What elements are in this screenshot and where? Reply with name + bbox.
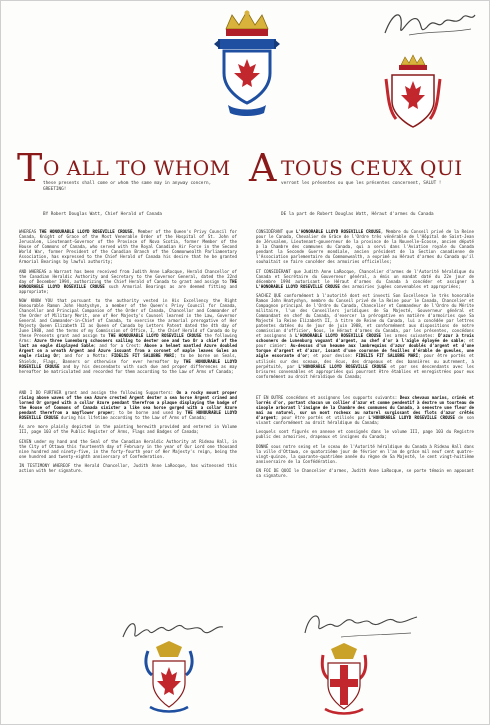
from-fr: DE la part de Robert Douglas Watt, Héraut d'armes du Canada: [281, 212, 434, 217]
heading-fr-text: TOUS CEUX QUI: [281, 156, 463, 180]
heading: [1, 146, 490, 209]
en-paragraph-5: As are more plainly depicted in the painting herewith provided and entered in Volume III, page 103 of the Public Register of Arms, Flags and Badges of Canada;: [19, 424, 237, 435]
heading-fr-subline: verront les présentes ou que les présentes concernent, SALUT !: [281, 181, 442, 186]
fr-paragraph-3: SACHEZ QUE conformément à l'autorité dont est investi Son Excellence le très honorable Ramon John Hnatyshyn, membre du Conseil privé de la Reine pour le Canada, Chancelier et Compagnon principal de l'Ordre du Canada, Chancelier et Commandeur de l'Ordre du Mérite militaire, l'un des Conseillers juridiques de Sa Majesté, Gouverneur général et Commandant en chef du Canada, d'exercer la prérogative en matière d'armoiries que Sa Majesté la Reine Elizabeth II, à titre de Reine du Canada, lui a concédée par lettres patentes datées du 4e jour de juin 1988, et conformément aux dispositions de notre commission d'officier, Nous, le Héraut d'armes du Canada, par les présentes, concédons et assignons à L'HONORABLE LLOYD ROSEVILLE CROUSE les armes suivantes: D'azur à trois schooners de Lunenburg voguant d'argent, au chef d'or à l'aigle éployée de sable; et pour cimier: Au-dessus d'un heaume aux lambrequins d'azur doublés d'argent et d'une torque d'argent et d'azur, issant d'une couronne de feuilles d'érable de gueules, une aigle essorante d'or; et pour devise: FIDELIS FIT SALUBRE MARI; pour être portés et utilisés sur des sceaux, des écus, des drapeaux et des bannières ou autrement, à perpétuité, par L'HONORABLE LLOYD ROSEVILLE CROUSE et par ses descendants avec les brisures convenables et appropriées qui pourront être établies et enregistrées pour eux conformément au droit héraldique du Canada;: [256, 292, 474, 379]
en-paragraph-7: IN TESTIMONY WHEREOF the Herald Chancellor, Judith Anne LaRocque, has witnessed this action with her signature.: [19, 462, 237, 473]
en-paragraph-1: WHEREAS THE HONOURABLE LLOYD ROSEVILLE CROUSE, Member of the Queen's Privy Council for Canada, Knight of Grace of the Most Venerable Order of the Hospital of St. John of Jerusalem, Lieutenant-Governor of the Province of Nova Scotia, former Member of the House of Commons of Canada, who served with the Royal Canadian Air Force in the Second World War, former President of the Canadian Branch of the Commonwealth Parliamentary Association, has expressed to the Chief Herald of Canada his desire that he be granted Armorial Bearings by lawful authority;: [19, 229, 237, 265]
chief-herald-arms-icon: [319, 643, 369, 718]
canada-arms-icon: [384, 53, 442, 131]
chancellor-arms-icon: [144, 641, 194, 716]
from-en: BY Robert Douglas Watt, Chief Herald of Canada: [43, 212, 162, 217]
heading-en-initial: T: [17, 146, 43, 190]
fr-paragraph-6: DONNÉ sous notre seing et le sceau de l'Autorité héraldique du Canada à Rideau Hall dans la ville d'Ottawa, ce quatorzième jour de février en l'an de grâce mil neuf cent quatre-vingt-quinze, la quarante-quatrième année du règne de Sa Majesté, le cent vingt-huitième anniversaire de la Confédération.: [256, 443, 474, 464]
top-signature: [379, 5, 479, 43]
fr-paragraph-4: ET EN OUTRE concédons et assignons les supports suivants: Deux chevaux marins, crinés et lorrés d'or, portant chacun un collier d'azur et comme pendentif à dextre un tourteau de sinople arborant l'insigne de la Chambre des communes du Canada, à senestre une fleur de mai au naturel, sur un mont rocheux au naturel surgissant des flots d'azur crêtés d'argent; pour être portés et utilisés par L'HONORABLE LLOYD ROSEVILLE CROUSE de son vivant conformément au droit héraldique du Canada;: [256, 394, 474, 426]
fr-paragraph-7: EN FOI DE QUOI le Chancelier d'armes, Judith Anne LaRocque, se porte témoin en apposant sa signature.: [256, 468, 474, 479]
heading-en-subline: these presents shall come or whom the same may in anyway concern, GREETING!: [43, 181, 212, 192]
fr-paragraph-5: Lesquels sont figurés en annexe et consignés dans le volume III, page 103 du Registre public des armoiries, drapeaux et insignes du Canada;: [256, 429, 474, 440]
french-column: [256, 229, 474, 482]
heading-en-text: O ALL TO WHOM: [43, 156, 231, 180]
english-column: [19, 229, 237, 477]
en-paragraph-2: AND WHEREAS a Warrant has been received from Judith Anne LaRocque, Herald Chancellor of the Canadian Heraldic Authority and Secretary to the Governor General, dated the 22nd day of December 1994, authorizing the Chief Herald of Canada to grant and assign to THE HONOURABLE LLOYD ROSEVILLE CROUSE such Armorial Bearings as are deemed fitting and appropriate;: [19, 268, 237, 294]
fr-paragraph-2: ET CONSIDÉRANT que Judith Anne LaRocque, Chancelier d'armes de l'Autorité héraldique du Canada et Secrétaire du Gouverneur général, a émis un mandat daté du 22e jour de décembre 1994 autorisant le Héraut d'armes du Canada à concéder et assigner à L'HONORABLE LLOYD ROSEVILLE CROUSE des armoiries jugées convenables et appropriées;: [256, 268, 474, 289]
heading-fr-initial: A: [249, 146, 277, 190]
chief-herald-signature: [301, 607, 421, 643]
fr-paragraph-1: CONSIDÉRANT que L'HONORABLE LLOYD ROSEVILLE CROUSE, Membre du Conseil privé de la Reine pour le Canada, Chevalier de Grâce de l'Ordre très vénérable de l'Hôpital de Saint-Jean de Jérusalem, Lieutenant-gouverneur de la province de la Nouvelle-Écosse, ancien député à la Chambre des communes du Canada, qui a servi dans l'Aviation royale du Canada pendant la Seconde Guerre mondiale, ancien président de la Section canadienne de l'Association parlementaire du Commonwealth, a exprimé au Héraut d'armes du Canada qu'il souhaitait se faire concéder des armoiries officielles;: [256, 229, 474, 265]
en-paragraph-6: GIVEN under my hand and the Seal of the Canadian Heraldic Authority at Rideau Hall, in the City of Ottawa this fourteenth day of February in the year of Our Lord one thousand nine hundred and ninety-five, in the forty-fourth year of Her Majesty's reign, being the one hundred and twenty-eighth anniversary of Confederation.: [19, 438, 237, 459]
crown-badge-icon: [206, 7, 288, 117]
en-paragraph-3: NOW KNOW YOU that pursuant to the authority vested in His Excellency the Right Honourable Ramon John Hnatyshyn, a member of the Queen's Privy Council for Canada, Chancellor and Principal Companion of the Order of Canada, Chancellor and Commander of the Order of Military Merit, one of Her Majesty's Counsel learned in the Law, Governor General and Commander-in-Chief of Canada, to exercise the armorial prerogative of Her Majesty Queen Elizabeth II as Queen of Canada by Letters Patent dated the 4th day of June 1988, and the terms of my Commission of Office, I, the Chief Herald of Canada do by these Presents grant and assign to THE HONOURABLE LLOYD ROSEVILLE CROUSE the following Arms: Azure three Lunenburg schooners sailing to dexter one and two Or a chief of the last an eagle displayed Sable; and for a Crest: Above a helmet mantled Azure doubled Argent on a wreath Argent and Azure issuant from a coronet of maple leaves Gules an eagle rising Or; and for a Motto: FIDELIS FIT SALUBRE MARI; to be borne on Seals, Shields, Flags, Banners or otherwise for ever hereafter by THE HONOURABLE LLOYD ROSEVILLE CROUSE and by his descendants with such due and proper differences as may hereafter be matriculated and recorded for them according to the Law of Arms of Canada;: [19, 297, 237, 374]
en-paragraph-4: AND I DO FURTHER grant and assign the following Supporters: On a rocky mount proper rising above waves of the sea Azure crested Argent dexter a sea horse Argent crined and lorned Or gorged with a collar Azure pendant therefrom a plaque displaying the badge of the House of Commons of Canada sinister a like sea horse gorged with a collar Azure pendant therefrom a mayflower proper; to be borne and used by THE HONOURABLE LLOYD ROSEVILLE CROUSE during his lifetime according to the Law of Arms of Canada;: [19, 389, 238, 421]
